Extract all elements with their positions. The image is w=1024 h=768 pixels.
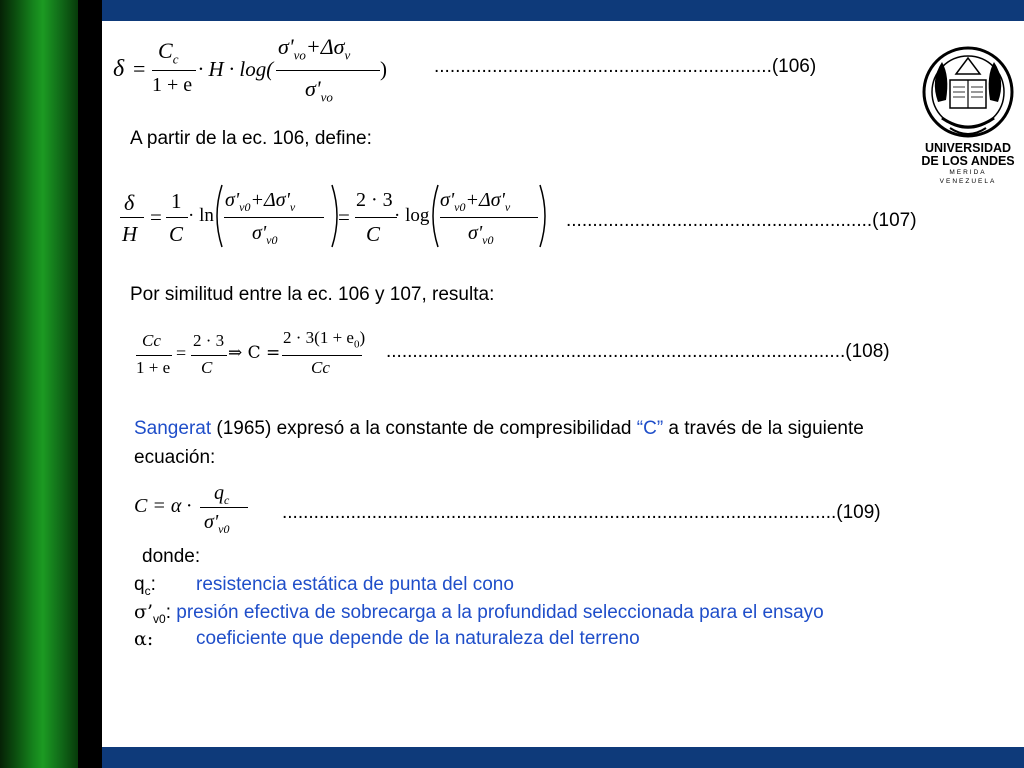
eq107-reference: ..........................................................(107) <box>566 210 917 231</box>
eq107-a-line <box>224 217 324 218</box>
eq106-delta: δ <box>113 56 125 82</box>
def-sigma: $\sigma’_{v0}$: presión efectiva de sobrecarga a la profundidad seleccionada para el ensayo <box>134 601 824 626</box>
eq107-f1-num: 1 <box>171 189 182 213</box>
eq107-b-den: $\sigma'_{v0}$ <box>468 222 494 247</box>
eq109-den: $\sigma'_{v0}$ <box>204 511 230 536</box>
eq108-f2-num: 2 · 3 <box>193 331 225 350</box>
university-seal-icon <box>920 40 1016 144</box>
eq107-log: · log <box>394 205 430 226</box>
eq108-implies: ⇒ C = <box>228 343 281 363</box>
eq108-f1-den: 1 + e <box>136 358 171 377</box>
eq107-f2-line <box>355 217 397 218</box>
eq109-num: $q_c$ <box>214 482 230 507</box>
eq109-reference: .........................................................................................................(109) <box>282 502 881 523</box>
university-logo <box>920 40 1016 185</box>
def-alpha-desc: coeficiente que depende de la naturaleza del terreno <box>196 628 640 649</box>
university-name: UNIVERSIDAD DE LOS ANDES MERIDA VENEZUELA <box>921 141 1015 185</box>
eq107-lhs-line <box>120 217 144 218</box>
eq107-f2-den: C <box>366 222 381 246</box>
intro-line-1: A partir de la ec. 106, define: <box>130 128 372 149</box>
eq107-b-line <box>440 217 538 218</box>
eq107-b-num: $\sigma'_{v0}+\Delta\sigma'_v$ <box>440 189 511 214</box>
eq107-equals-2: = <box>338 205 350 229</box>
eq109-lhs: C = α · <box>134 495 192 517</box>
eq107-lhs-num: δ <box>124 190 135 215</box>
eq107-equals-1: = <box>150 205 162 229</box>
left-green-bar <box>0 0 78 768</box>
eq108-f1-line <box>136 355 172 356</box>
eq106-arg-den: $\sigma'_{vo}$ <box>305 76 333 105</box>
eq106-reference: ................................................................(106) <box>434 56 817 77</box>
eq106-mid: · H · log( <box>198 57 274 81</box>
sangerat-name: Sangerat <box>134 418 212 439</box>
left-black-bar <box>78 0 102 768</box>
eq108-equals: = <box>176 343 187 363</box>
eq107-f1-line <box>166 217 188 218</box>
eq108-f3-line <box>282 355 362 356</box>
sangerat-paragraph-line-2: ecuación: <box>134 447 216 468</box>
eq106-arg-line <box>276 70 380 71</box>
eq108-f3-den: Cc <box>311 358 330 377</box>
eq106-num: $C_c$ <box>158 38 179 67</box>
eq107-f1-den: C <box>169 222 184 246</box>
def-alpha: α: coeficiente que depende de la naturaleza del terreno <box>134 628 640 650</box>
top-blue-band <box>102 0 1024 21</box>
eq107-a-num: $\sigma'_{v0}+\Delta\sigma'_v$ <box>225 189 296 214</box>
intro-line-2: Por similitud entre la ec. 106 y 107, resulta: <box>130 284 495 305</box>
defs-title: donde: <box>142 546 201 567</box>
eq107-ln: · ln <box>188 205 214 226</box>
def-qc-desc: resistencia estática de punta del cono <box>196 574 514 595</box>
eq106-arg-num: $\sigma'_{vo}+\Delta\sigma_v$ <box>278 34 351 63</box>
eq108-f2-den: C <box>201 358 213 377</box>
eq107-lhs-den: H <box>122 222 138 246</box>
sangerat-paragraph: Sangerat (1965) expresó a la constante de compresibilidad “C” a través de la siguiente <box>134 418 864 439</box>
eq106-close: ) <box>380 57 387 81</box>
eq107-a-den: $\sigma'_{v0}$ <box>252 222 278 247</box>
eq106-equals: = <box>133 56 146 81</box>
eq108-f1-num: Cc <box>142 331 161 350</box>
eq106-den: 1 + e <box>152 74 193 96</box>
def-sigma-desc: presión efectiva de sobrecarga a la profundidad seleccionada para el ensayo <box>176 602 824 623</box>
eq108-f3-num: $2 \cdot 3(1 + e_0)$ <box>283 328 366 351</box>
def-qc: $q_c$: resistencia estática de punta del cono <box>134 574 514 598</box>
eq108-reference: .......................................................................................(108) <box>386 341 890 362</box>
eq106-fraction-line <box>152 70 196 71</box>
eq109-line <box>200 507 248 508</box>
bottom-blue-band <box>102 747 1024 768</box>
c-quoted: “C” <box>636 418 664 439</box>
eq108-f2-line <box>191 355 227 356</box>
eq107-f2-num: 2 · 3 <box>356 189 393 211</box>
